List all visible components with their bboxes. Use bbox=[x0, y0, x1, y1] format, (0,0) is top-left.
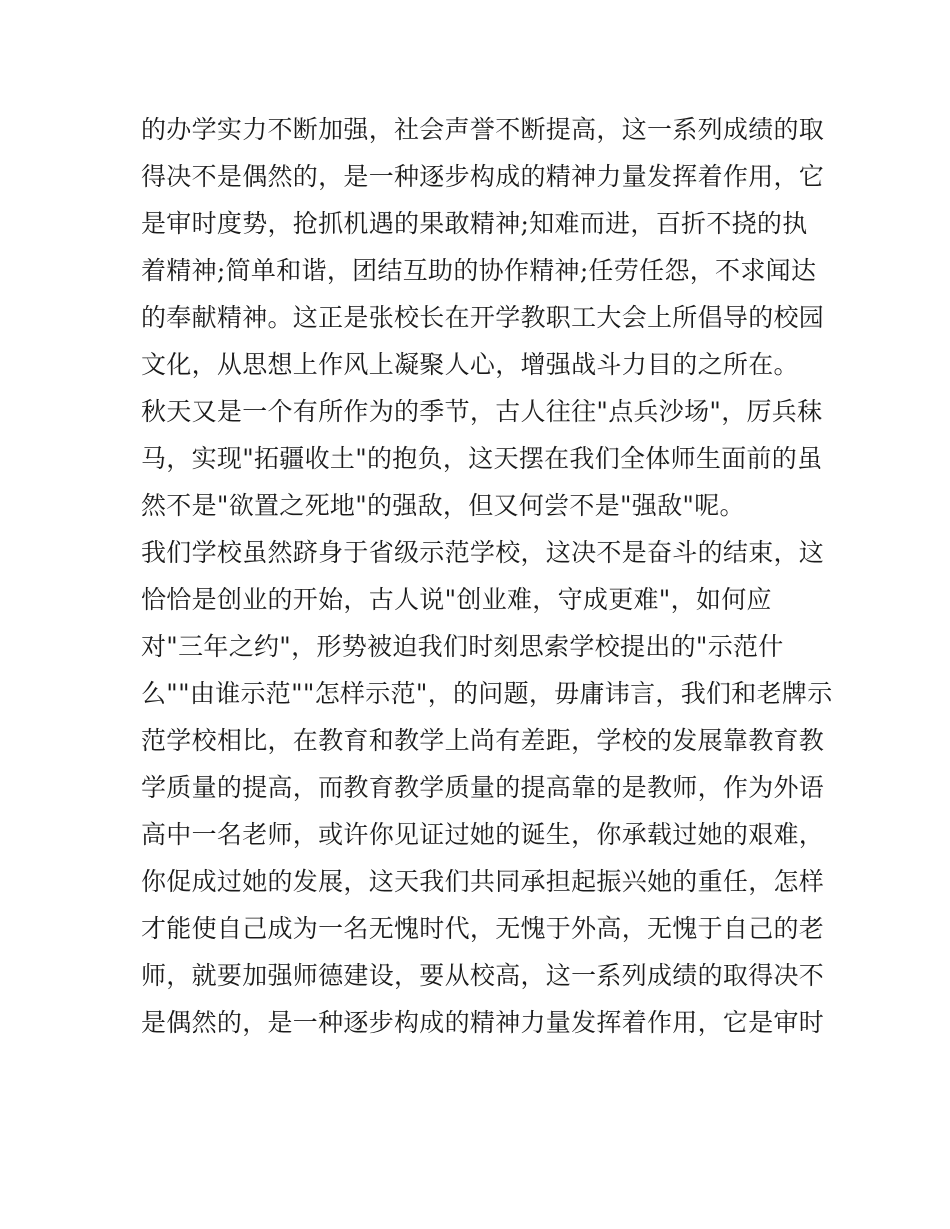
text-line: 的奉献精神。这正是张校长在开学教职工大会上所倡导的校园 bbox=[141, 303, 825, 332]
text-line: 我们学校虽然跻身于省级示范学校，这决不是奋斗的结束，这 bbox=[141, 538, 825, 567]
text-line: 是偶然的，是一种逐步构成的精神力量发挥着作用，它是审时 bbox=[141, 1008, 825, 1037]
text-line: 是审时度势，抢抓机遇的果敢精神;知难而进，百折不挠的执 bbox=[141, 209, 808, 238]
text-line: 么""由谁示范""怎样示范"，的问题，毋庸讳言，我们和老牌示 bbox=[141, 679, 833, 708]
text-line: 恰恰是创业的开始，古人说"创业难，守成更难"，如何应 bbox=[141, 585, 772, 614]
text-line: 师，就要加强师德建设，要从校高，这一系列成绩的取得决不 bbox=[141, 961, 825, 990]
text-line: 的办学实力不断加强，社会声誉不断提高，这一系列成绩的取 bbox=[141, 115, 825, 144]
text-line: 秋天又是一个有所作为的季节，古人往往"点兵沙场"，厉兵秣 bbox=[141, 397, 823, 426]
text-line: 文化，从思想上作风上凝聚人心，增强战斗力目的之所在。 bbox=[141, 350, 799, 379]
text-line: 才能使自己成为一名无愧时代，无愧于外高，无愧于自己的老 bbox=[141, 914, 825, 943]
text-line: 学质量的提高，而教育教学质量的提高靠的是教师，作为外语 bbox=[141, 773, 825, 802]
text-line: 马，实现"拓疆收土"的抱负，这天摆在我们全体师生面前的虽 bbox=[141, 444, 823, 473]
text-line: 着精神;简单和谐，团结互助的协作精神;任劳任怨，不求闻达 bbox=[141, 256, 817, 285]
text-line: 高中一名老师，或许你见证过她的诞生，你承载过她的艰难， bbox=[141, 820, 825, 849]
text-line: 范学校相比，在教育和教学上尚有差距，学校的发展靠教育教 bbox=[141, 726, 825, 755]
text-line: 对"三年之约"，形势被迫我们时刻思索学校提出的"示范什 bbox=[141, 632, 784, 661]
document-body bbox=[141, 106, 833, 1046]
text-line: 得决不是偶然的，是一种逐步构成的精神力量发挥着作用，它 bbox=[141, 162, 825, 191]
text-line: 然不是"欲置之死地"的强敌，但又何尝不是"强敌"呢。 bbox=[141, 491, 745, 520]
text-line: 你促成过她的发展，这天我们共同承担起振兴她的重任，怎样 bbox=[141, 867, 825, 896]
